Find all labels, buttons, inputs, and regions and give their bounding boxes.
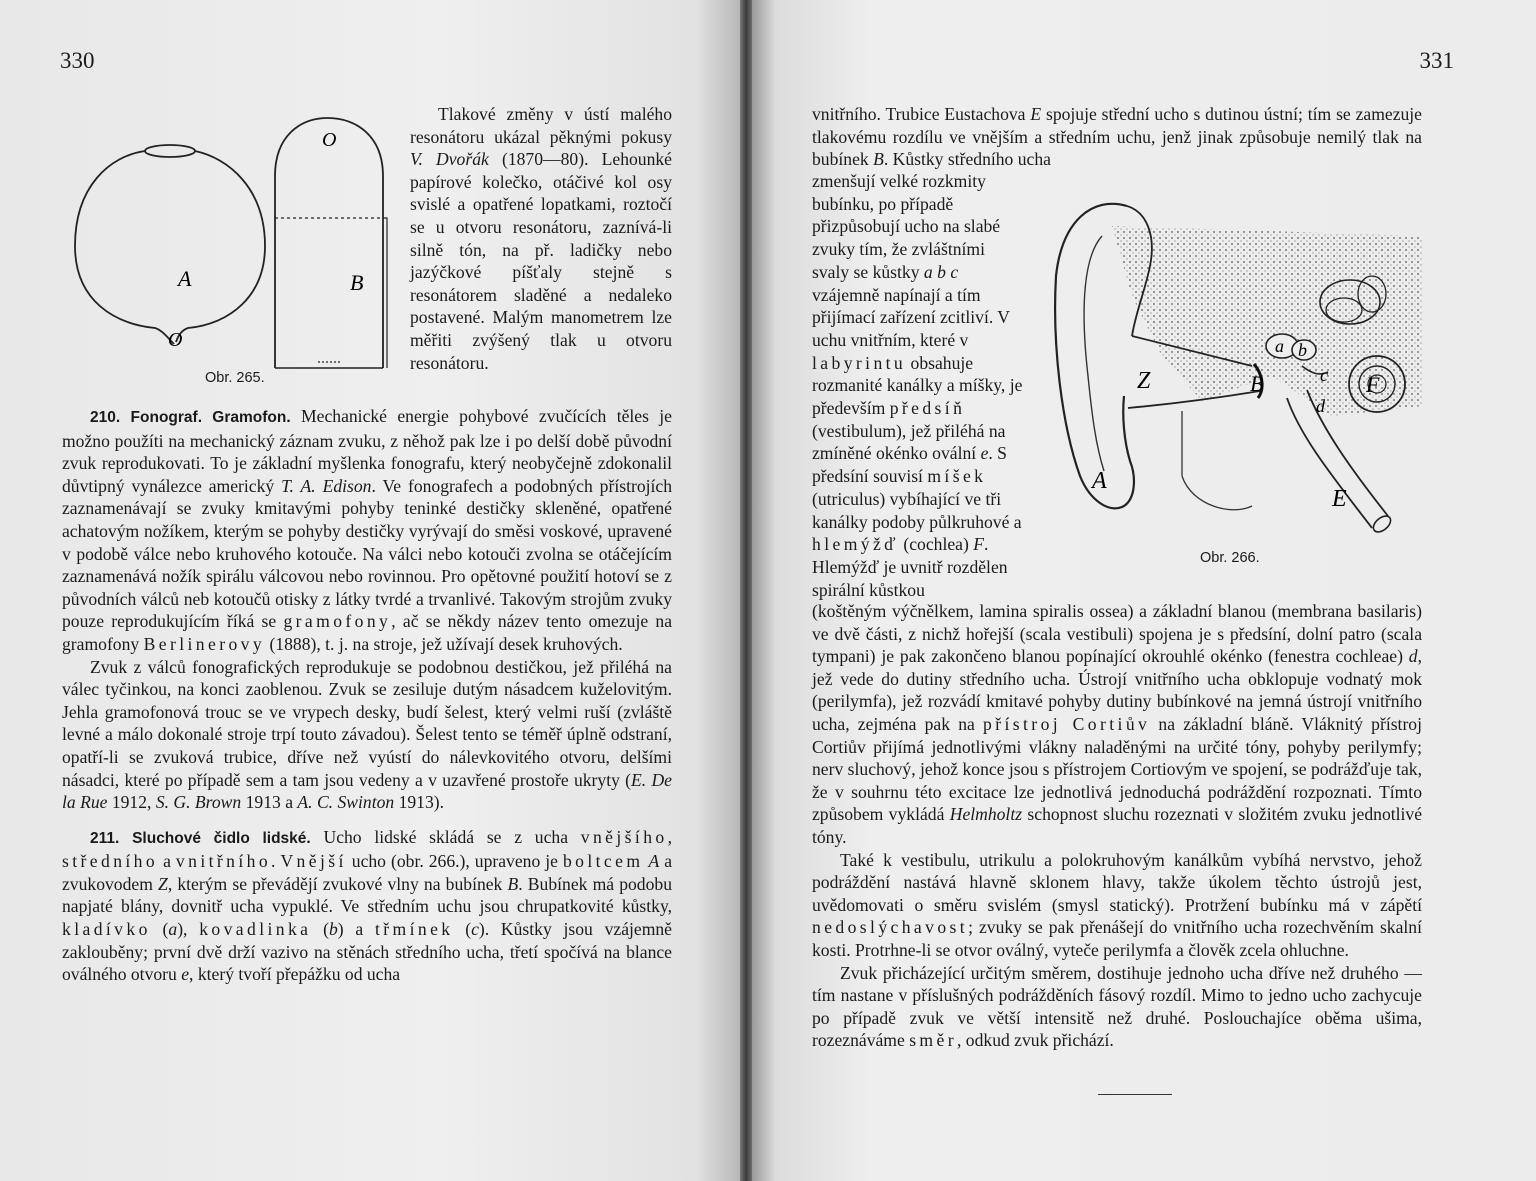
section-210-number: 210. xyxy=(90,409,121,426)
ear-side-text: zmenšují velké rozkmity bubínku, po případě přizpůsobují ucho na slabé zvuky tím, že zvláštními svaly se kůstky a b c vzájemně napínají a tím přijímací zařízení zcitliví. V uchu vnitřním, které v labyrintu obsahuje rozmanité kanálky a míšky, je především předsíň (vestibulum), jež přiléhá na zmíněné okénko ovální e. S předsíní souvisí míšek (utriculus) vybíhající ve tři kanálky podoby půlkruhové a hlemýžď (cochlea) F. Hlemýžď je uvnitř rozdělen spirální kůstkou xyxy=(812,171,1023,600)
section-211: 211. Sluchové čidlo lidské. Ucho lidské skládá se z ucha vnějšího, středního a vnitřního. Vnější ucho (obr. 266.), upraveno je boltcem A a zvukovodem Z, kterým se převádějí zvukové vlny na bubínek B. Bubínek má podobu napjaté blány, dovnitř ucha vypuklé. Ve středním uchu jsou chrupatkovité kůstky, kladívko (a), kovadlinka (b) a třmínek (c). Kůstky jsou vzájemně zaklouběny; první dvě drží vazivo na stěnách středního ucha, třetí spočívá na blance oválného otvoru e, který tvoří přepážku od ucha xyxy=(62,826,672,985)
page-number-right: 331 xyxy=(1419,48,1454,73)
ear-anatomy-figure xyxy=(1032,176,1422,558)
label-A-pinna: A xyxy=(1092,468,1107,494)
label-d-window: d xyxy=(1316,396,1325,416)
label-A: A xyxy=(178,266,192,291)
label-F-cochlea: F xyxy=(1366,372,1380,397)
resonator-figure xyxy=(70,106,400,391)
page-number-left: 330 xyxy=(60,48,95,73)
label-c-stirrup: c xyxy=(1320,365,1328,385)
resonator-side-text: Tlakové změny v ústí malého resonátoru ukázal pěknými pokusy V. Dvořák (1870—80). Lehounké papírové kolečko, otáčivé kol osy svislé a opatřené lopatkami, roztočí se u otvoru resonátoru, zaznívá-li silně tón, na př. ladičky nebo jazýčkové píšťaly stejně s resonátorem sladěné a nedaleko postavené. Malým manometrem lze měřiti zvýšený tlak u otvoru resonátoru. xyxy=(410,104,672,373)
label-b-anvil: b xyxy=(1298,340,1307,360)
section-210-paragraph-2: Zvuk z válců fonografických reprodukuje se podobnou destičkou, jež přiléhá na válec tyčinkou, na konci zaoblenou. Zvuk se zesiluje dutým násadcem kuželovitým. Jehla gramofonová trouc se ve vrypech desky, budí šelest, který velmi ruší (zvláště levné a málo dokonalé stroje trpí touto závadou). Šelest tento se téměř úplně odstraní, opatří-li se zvuková trubice, dříve než vyústí do nálevkovitého otvoru, delšími násadci, které po případě sem a tam jsou vedeny a v uzavřené prostoře ukryty (E. De la Rue 1912, S. G. Brown 1913 a A. C. Swinton 1913). xyxy=(62,656,672,813)
right-top-text: vnitřního. Trubice Eustachova E spojuje střední ucho s dutinou ústní; tím se zamezuje tlakovému rozdílu ve vnějším a středním uchu, jenž jinak způsobuje nemilý tlak na bubínek B. Kůstky středního ucha xyxy=(812,104,1422,170)
right-main-text: (koštěným výčnělkem, lamina spiralis ossea) a základní blanou (membrana basilaris) ve dvě části, z nichž hořejší (scala vestibuli) spojena je s předsíní, dolní patro (scala tympani) je pak zakončeno blanou popínající okrouhlé okénko (fenestra cochleae) d, jež vede do dutiny středního ucha. Ústrojí vnitřního ucha obklopuje vodnatý mok (perilymfa), jež rozvádí kmitavé pohyby dutiny bubínkové na jemná ústrojí vnitřního ucha, zejména pak na přístroj Cortiův na základní bláně. Vláknitý přístroj Cortiův přijímá jednotlivými vlákny naladěnými na určité tóny, pohyby perilymfy; nerv sluchový, jehož konce jsou s přístrojem Cortiovým ve spojení, se podrážďuje tak, že v souhrnu této excitace lze jednotlivá jednoduchá podráždění rozpoznati. Tímto způsobem vykládá Helmholtz schopnost sluchu rozeznati v složitém zvuku jednotlivé tóny. Také k vestibulu, utrikulu a polokruhovým kanálkům vybíhá nervstvo, jehož podráždění nastává hlavně sklonem hlavy, takže úkolem těchto ústrojů jest, uvědomovati o směru svislém (smysl statický). Protržení bubínku má v zápětí nedoslýchavost; zvuky se pak přenášejí do vnitřního ucha rozechvěním skalní kosti. Protrhne-li se otvor oválný, vyteče perilymfa a člověk zcela ohluchne. Zvuk přicházející určitým směrem, dostihuje jednoho ucha dříve než druhého — tím nastane v příslušných podrážděních fásový rozdíl. Mimo to jedno ucho zachycuje po případě zvuk ve větší intensitě než druhé. Poslouchajíce oběma ušima, rozeznáváme směr, odkud zvuk přichází. xyxy=(812,601,1423,1051)
right-page xyxy=(752,0,1536,1181)
label-O-sphere: O xyxy=(168,329,183,351)
label-O-cylinder: O xyxy=(322,129,337,151)
label-Z: Z xyxy=(1137,368,1151,394)
book-gutter xyxy=(740,0,752,1181)
label-B: B xyxy=(350,270,364,295)
left-page xyxy=(0,0,740,1181)
figure-265-caption: Obr. 265. xyxy=(205,370,265,386)
end-rule xyxy=(1098,1094,1172,1095)
label-B-eardrum: B xyxy=(1250,371,1264,396)
figure-266-caption: Obr. 266. xyxy=(1200,550,1260,566)
label-E-tube: E xyxy=(1332,486,1347,512)
section-210: 210. Fonograf. Gramofon. Mechanické energie pohybové zvučících těles je možno použíti na mechanický záznam zvuku, z něhož pak lze i po delší době původní zvuk reprodukovati. To je základní myšlenka fonografu, který neobyčejně zdokonalil důvtipný vynálezce americký T. A. Edison. Ve fonografech a podobných přístrojích zaznamenávají se zvuky kmitavými pohyby teninké destičky skleněné, opatřené achatovým nožíkem, kterým se pohyby destičky vyrývají do směsi voskové, upravené v podobě válce nebo kruhového kotouče. Na válci nebo kotouči zvolna se otáčejícím zaznamenává nožík spirálu válcovou nebo rovinnou. Pro opětovné použití hotoví se z původních válců neb kotoučů otisky z látky tvrdé a trvanlivé. Takovým strojům zvuky pouze reprodukujícím říká se gramofony, ač se někdy název tento omezuje na gramofony Berlinerovy (1888), t. j. na stroje, jež užívají desek kruhových. xyxy=(62,406,673,654)
section-211-number: 211. xyxy=(90,829,120,847)
label-a-hammer: a xyxy=(1275,336,1284,356)
left-main-text xyxy=(62,405,672,986)
section-210-title: Fonograf. Gramofon. xyxy=(130,409,291,426)
section-211-title: Sluchové čidlo lidské. xyxy=(132,829,311,847)
